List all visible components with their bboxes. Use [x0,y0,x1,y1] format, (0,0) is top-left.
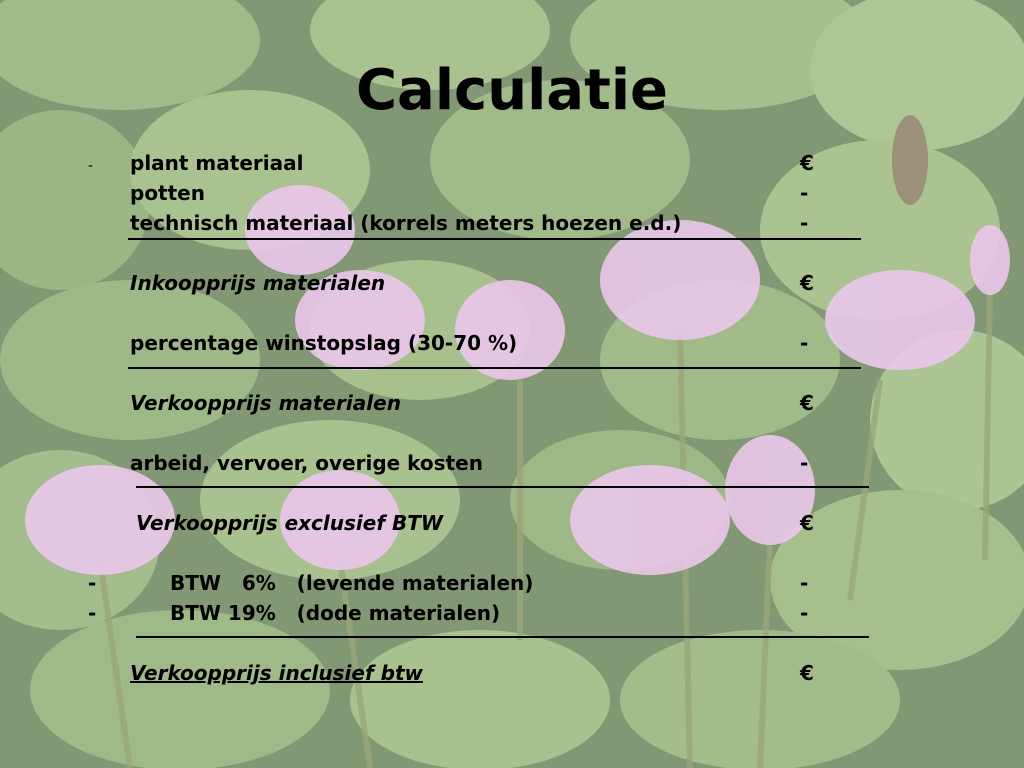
row-btw6-dash: - [88,571,97,595]
row-potten-label: potten [130,181,205,205]
row-btw19-amount: - [800,601,809,625]
row-btw6-label: BTW 6% (levende materialen) [170,571,534,595]
row-arbeid-label: arbeid, vervoer, overige kosten [130,451,483,475]
row-plant-label: plant materiaal [130,151,304,175]
row-arbeid-amount: - [800,451,809,475]
row-plant-amount: € [800,151,814,175]
row-inkoop-amount: € [800,271,814,295]
divider-3 [136,486,869,488]
row-btw6-amount: - [800,571,809,595]
divider-4 [136,636,869,638]
divider-2 [128,367,861,369]
row-verkoop-materialen-label: Verkoopprijs materialen [130,391,401,415]
row-btw19-dash: - [88,601,97,625]
row-technisch-label: technisch materiaal (korrels meters hoezen e.d.) [130,211,682,235]
row-technisch-amount: - [800,211,809,235]
row-winst-label: percentage winstopslag (30-70 %) [130,331,518,355]
row-verkoop-incl-amount: € [800,661,814,685]
row-verkoop-incl-label: Verkoopprijs inclusief btw [130,661,423,685]
row-btw19-label: BTW 19% (dode materialen) [170,601,501,625]
row-inkoop-label: Inkoopprijs materialen [130,271,386,295]
bullet-dash: - [88,158,94,174]
row-winst-amount: - [800,331,809,355]
row-verkoop-excl-label: Verkoopprijs exclusief BTW [136,511,443,535]
slide-title: Calculatie [355,58,669,123]
row-verkoop-excl-amount: € [800,511,814,535]
row-verkoop-materialen-amount: € [800,391,814,415]
row-potten-amount: - [800,181,809,205]
divider-1 [128,238,861,240]
